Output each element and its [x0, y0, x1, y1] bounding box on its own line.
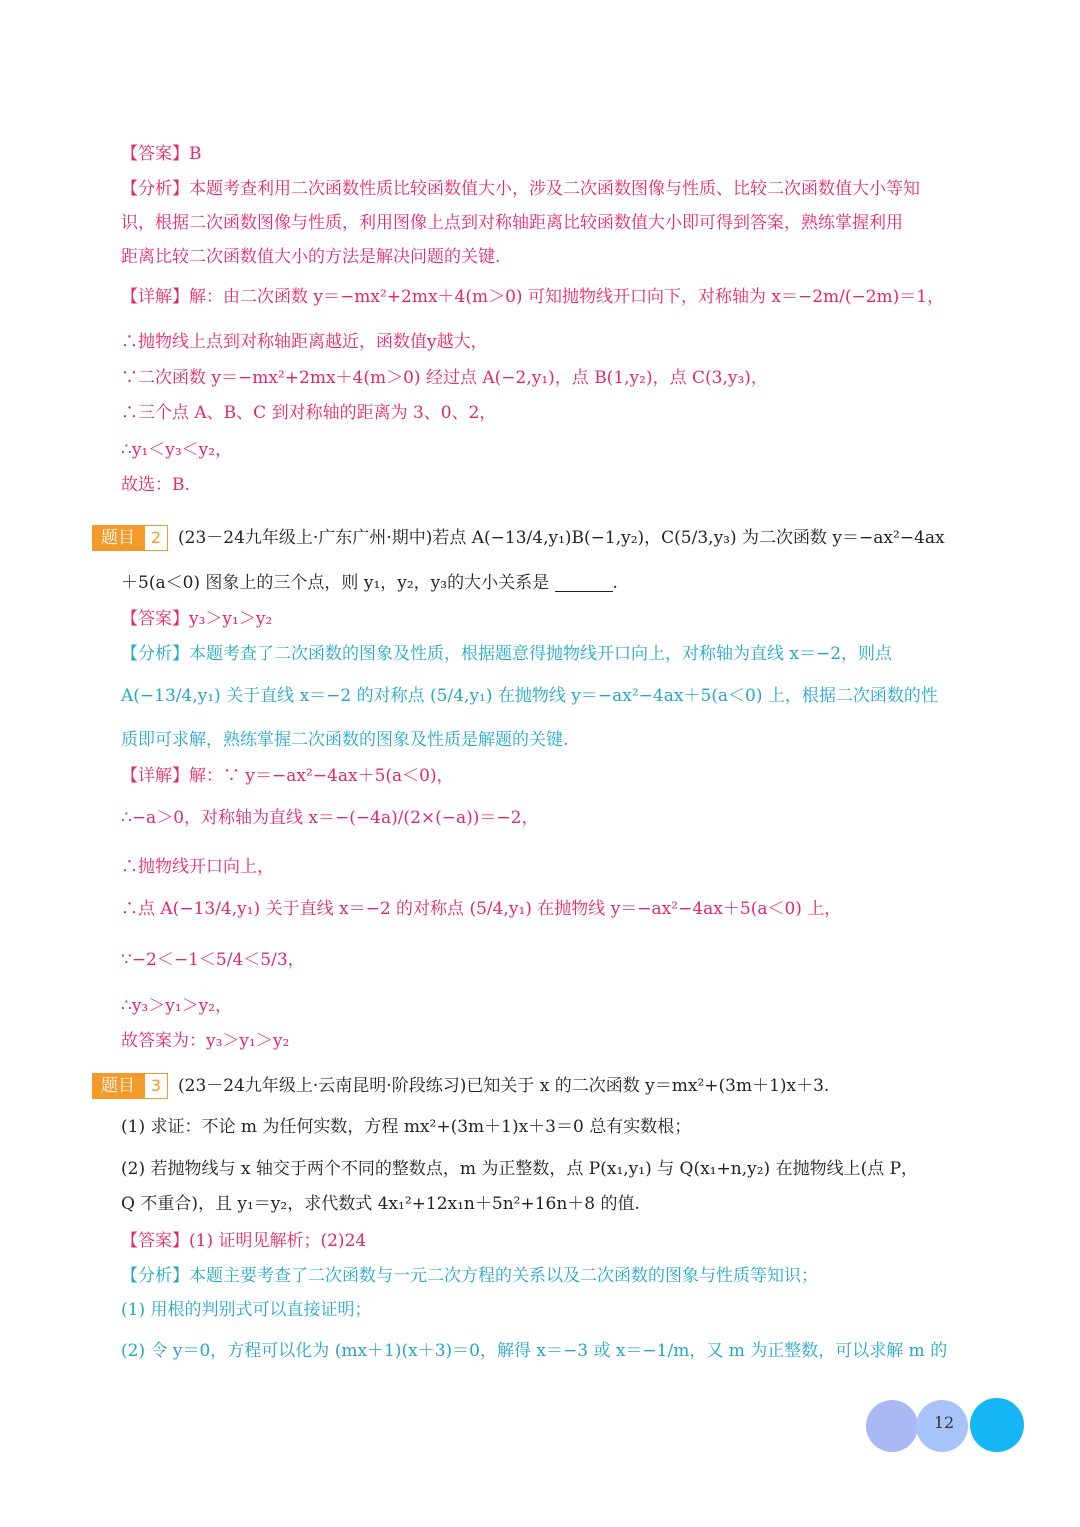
q1-solution-line-6: 故选：B.: [121, 475, 190, 495]
q2-solution-line-5: ∵−2＜−1＜5/4＜5/3，: [121, 950, 305, 970]
q1-analysis-line-2: 识，根据二次函数图像与性质，利用图像上点到对称轴距离比较函数值大小即可得到答案，熟练掌握利用: [121, 213, 903, 233]
q2-solution-line-4: ∴点 A(−13/4,y₁) 关于直线 x＝−2 的对称点 (5/4,y₁) 在抛物线 y＝−ax²−4ax＋5(a＜0) 上，: [121, 899, 842, 919]
q2-analysis-line-3: 质即可求解，熟练掌握二次函数的图象及性质是解题的关键.: [121, 730, 569, 750]
q2-answer: 【答案】y₃＞y₁＞y₂: [121, 609, 273, 629]
q2-stem-end: .: [612, 573, 618, 593]
q2-solution-line-2: ∴−a＞0，对称轴为直线 x＝−(−4a)/(2×(−a))＝−2，: [121, 808, 539, 828]
page-circle-right: [970, 1398, 1024, 1452]
q2-solution-line-6: ∴y₃＞y₁＞y₂，: [121, 996, 233, 1016]
q2-answer-blank: [555, 575, 613, 592]
page-number: 12: [933, 1413, 955, 1432]
q1-solution-line-3: ∵二次函数 y＝−mx²+2mx＋4(m＞0) 经过点 A(−2,y₁)，点 B(1,y₂)，点 C(3,y₃)，: [121, 368, 768, 388]
q3-badge: [92, 1073, 168, 1099]
q3-analysis-line-3: (2) 令 y＝0，方程可以化为 (mx＋1)(x＋3)＝0，解得 x＝−3 或 x＝−1/m，又 m 为正整数，可以求解 m 的: [121, 1341, 948, 1361]
q3-analysis-line-2: (1) 用根的判别式可以直接证明；: [121, 1300, 372, 1320]
page-number-badge: [866, 1398, 1026, 1454]
q2-analysis-line-1: 【分析】本题考查了二次函数的图象及性质，根据题意得抛物线开口向上，对称轴为直线 x＝−2，则点: [121, 644, 893, 664]
q2-analysis-line-2: A(−13/4,y₁) 关于直线 x＝−2 的对称点 (5/4,y₁) 在抛物线 y＝−ax²−4ax＋5(a＜0) 上，根据二次函数的性: [121, 686, 938, 706]
q1-solution-line-2: ∴抛物线上点到对称轴距离越近，函数值y越大，: [121, 332, 488, 352]
q3-part-2-cont: Q 不重合)，且 y₁＝y₂，求代数式 4x₁²+12x₁n＋5n²+16n＋8 的值.: [121, 1194, 640, 1214]
q2-stem-line-2: [121, 571, 984, 595]
q2-stem-text: ＋5(a＜0) 图象上的三个点，则 y₁，y₂，y₃的大小关系是: [121, 573, 550, 593]
q2-solution-line-3: ∴抛物线开口向上，: [121, 857, 274, 877]
q3-number: 3: [144, 1073, 168, 1099]
q3-stem: (23－24九年级上·云南昆明·阶段练习)已知关于 x 的二次函数 y＝mx²+(3m＋1)x＋3.: [178, 1076, 830, 1096]
q3-part-1: (1) 求证：不论 m 为任何实数，方程 mx²+(3m＋1)x＋3＝0 总有实数根；: [121, 1117, 692, 1137]
q3-tag: 题目: [92, 1073, 144, 1099]
q2-badge: [92, 525, 168, 551]
q1-solution-line-1: 【详解】解：由二次函数 y＝−mx²+2mx＋4(m＞0) 可知抛物线开口向下，对称轴为 x＝−2m/(−2m)＝1，: [121, 287, 945, 307]
q1-solution-line-5: ∴y₁＜y₃＜y₂，: [121, 440, 233, 460]
q2-tag: 题目: [92, 525, 144, 551]
q3-analysis-line-1: 【分析】本题主要考查了二次函数与一元二次方程的关系以及二次函数的图象与性质等知识；: [121, 1266, 818, 1286]
q1-analysis-line-3: 距离比较二次函数值大小的方法是解决问题的关键.: [121, 247, 501, 267]
q3-answer: 【答案】(1) 证明见解析；(2)24: [121, 1231, 367, 1251]
q1-analysis-line-1: 【分析】本题考查利用二次函数性质比较函数值大小，涉及二次函数图像与性质、比较二次函数值大小等知: [121, 179, 920, 199]
q2-stem-line-1: (23－24九年级上·广东广州·期中)若点 A(−13/4,y₁)B(−1,y₂)，C(5/3,y₃) 为二次函数 y＝−ax²−4ax: [178, 528, 945, 548]
q1-solution-line-4: ∴三个点 A、B、C 到对称轴的距离为 3、0、2，: [121, 403, 497, 423]
q2-solution-line-7: 故答案为：y₃＞y₁＞y₂: [121, 1031, 290, 1051]
q2-number: 2: [144, 525, 168, 551]
q2-solution-line-1: 【详解】解：∵ y＝−ax²−4ax＋5(a＜0)，: [121, 766, 454, 786]
page-circle-left: [866, 1400, 918, 1452]
q1-answer: 【答案】B: [121, 144, 202, 164]
q3-part-2: (2) 若抛物线与 x 轴交于两个不同的整数点，m 为正整数，点 P(x₁,y₁) 与 Q(x₁+n,y₂) 在抛物线上(点 P，: [121, 1159, 919, 1179]
